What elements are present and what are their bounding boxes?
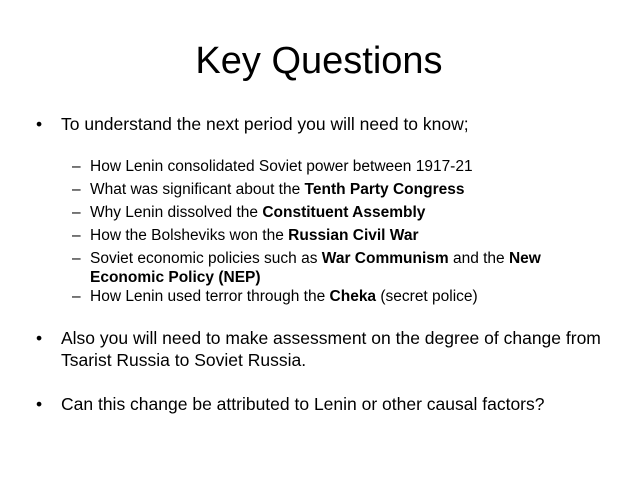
sub-item-text-2: (secret police): [376, 288, 478, 305]
bullet-attribution-text: Can this change be attributed to Lenin or other causal factors?: [61, 394, 545, 414]
dash-icon: –: [72, 158, 81, 175]
bullet-icon: •: [36, 114, 43, 134]
sub-item-bold-2: New Economic Policy (NEP): [90, 250, 541, 286]
sub-item-bold: Russian Civil War: [288, 227, 419, 244]
sub-item-text: How the Bolsheviks won the: [90, 227, 289, 244]
dash-icon: –: [72, 227, 81, 244]
sub-item-bold: Tenth Party Congress: [304, 181, 465, 198]
sub-item-text-2: and the: [448, 250, 509, 267]
sub-item-bold: War Communism: [321, 250, 449, 267]
sub-item-text: How Lenin consolidated Soviet power between 1917-21: [90, 158, 473, 175]
sub-item-text: Soviet economic policies such as: [90, 250, 322, 267]
bullet-icon: •: [36, 394, 43, 414]
sub-item-text: Why Lenin dissolved the: [90, 204, 263, 221]
bullet-icon: •: [36, 328, 43, 348]
sub-item-text: What was significant about the: [90, 181, 305, 198]
bullet-intro-text: To understand the next period you will need to know;: [61, 114, 469, 134]
bullet-assessment-text: Also you will need to make assessment on the degree of change from Tsarist Russia to Soviet Russia.: [61, 328, 601, 370]
sub-item-bold: Constituent Assembly: [262, 204, 426, 221]
sub-item-text: How Lenin used terror through the: [90, 288, 330, 305]
slide-title: Key Questions: [195, 40, 443, 82]
sub-item-bold: Cheka: [329, 288, 377, 305]
dash-icon: –: [72, 288, 81, 305]
dash-icon: –: [72, 204, 81, 221]
dash-icon: –: [72, 181, 81, 198]
dash-icon: –: [72, 250, 81, 267]
